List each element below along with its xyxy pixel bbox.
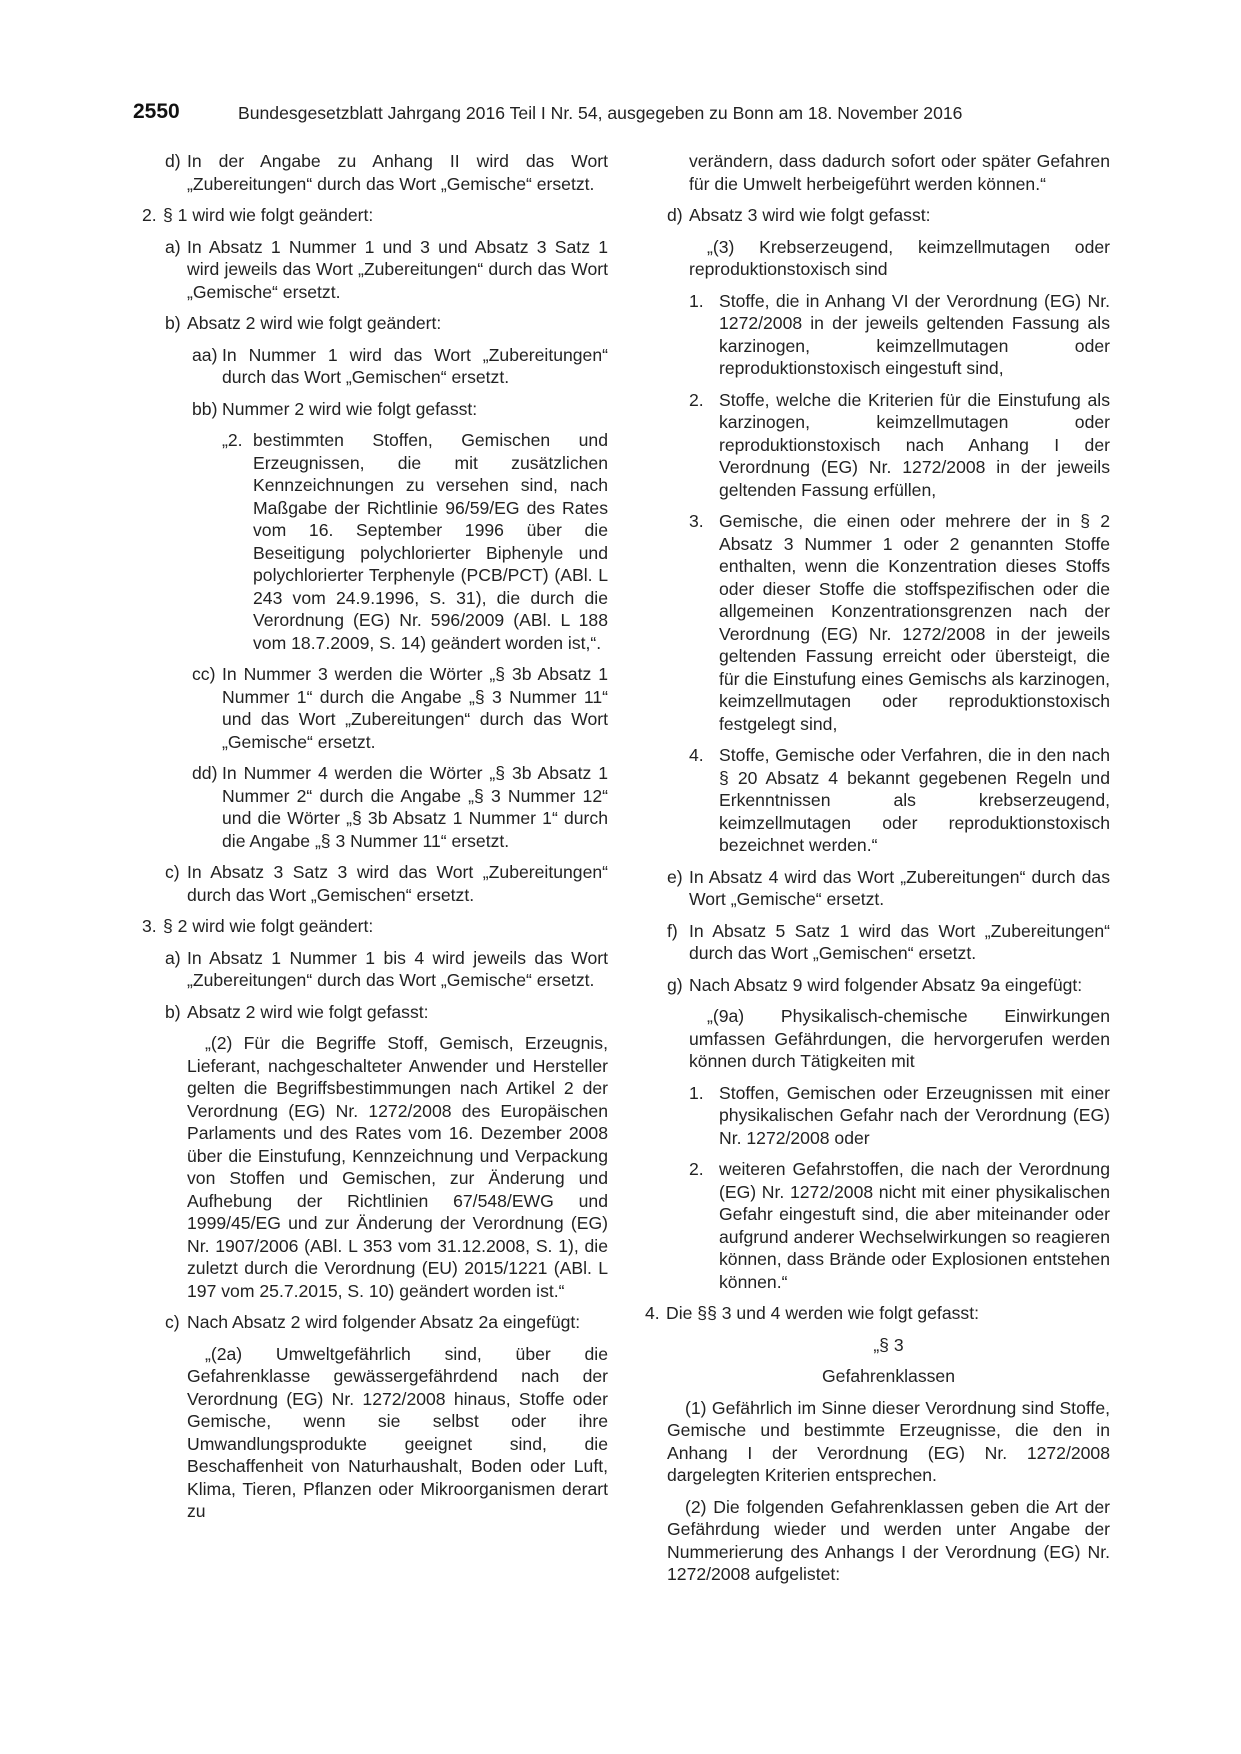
list-label: 2. [142, 205, 157, 225]
list-label: a) [165, 236, 181, 257]
list-label: a) [165, 947, 181, 968]
list-text: In der Angabe zu Anhang II wird das Wort „Zubereitungen“ durch das Wort „Gemische“ ersetzt. [187, 151, 608, 194]
quoted-number-2 [222, 429, 608, 654]
list-item-2b [165, 312, 608, 335]
list-text: Gemische, die einen oder mehrere der in § 2 Absatz 3 Nummer 1 oder 2 genannten Stoffe enthalten, wenn die Konzentration dieses Stoffs oder dieser Stoffe die stoffspezifischen oder die allgemeinen Konzentrationsgrenzen nach der Verordnung (EG) Nr. 1272/2008 in der jeweils geltenden Fassung erreicht oder übersteigt, die für die Einstufung eines Gemischs als karzinogen, keimzellmutagen oder reproduktionstoxisch festgelegt sind, [719, 511, 1110, 734]
list-text: In Absatz 1 Nummer 1 und 3 und Absatz 3 Satz 1 wird jeweils das Wort „Zubereitungen“ durch das Wort „Gemische“ ersetzt. [187, 236, 608, 302]
list-item [689, 389, 1110, 502]
quoted-paragraph-2a: „(2a) Umweltgefährlich sind, über die Gefahrenklasse gewässergefährdend nach der Verordnung (EG) Nr. 1272/2008 hinaus, Stoffe oder Gemische, wenn sie selbst oder ihre Umwandlungsprodukte geeignet sind, die Beschaffenheit von Naturhaushalt, Boden oder Luft, Klima, Tieren, Pflanzen oder Mikroorganismen derart zu [187, 1343, 608, 1521]
list-item [689, 290, 1110, 380]
list-text: In Absatz 3 Satz 3 wird das Wort „Zubereitungen“ durch das Wort „Gemischen“ ersetzt. [187, 862, 608, 905]
list-text: In Absatz 1 Nummer 1 bis 4 wird jeweils das Wort „Zubereitungen“ durch das Wort „Gemische“ ersetzt. [187, 947, 608, 990]
continuation-text: verändern, dass dadurch sofort oder später Gefahren für die Umwelt herbeigeführt werden können.“ [689, 151, 1110, 194]
list-label: b) [165, 1001, 181, 1022]
list-text: § 1 wird wie folgt geändert: [163, 205, 374, 225]
list-text: Absatz 2 wird wie folgt geändert: [187, 313, 442, 333]
list-text: Absatz 3 wird wie folgt gefasst: [689, 205, 931, 225]
section-number: „§ 3 [873, 1334, 904, 1355]
list-item-4 [645, 1302, 1110, 1325]
list-item [689, 1158, 1110, 1293]
list-label: aa) [192, 344, 218, 365]
list-label: d) [165, 151, 181, 171]
list-item-3a [165, 947, 608, 992]
list-text: In Absatz 5 Satz 1 wird das Wort „Zubereitungen“ durch das Wort „Gemischen“ ersetzt. [689, 920, 1110, 963]
list-text: Stoffe, Gemische oder Verfahren, die in den nach § 20 Absatz 4 bekannt gegebenen Regeln und Erkenntnissen als krebserzeugend, keimzellmutagen oder reproduktionstoxisch bezeichnet werden.“ [719, 745, 1110, 855]
list-label: „2. [222, 430, 243, 450]
list-text: Die §§ 3 und 4 werden wie folgt gefasst: [666, 1303, 979, 1323]
list-item [689, 510, 1110, 735]
quoted-paragraph-3: „(3) Krebserzeugend, keimzellmutagen oder reproduktionstoxisch sind [689, 236, 1110, 279]
list-label: d) [667, 205, 683, 225]
list-item-f [667, 920, 1110, 965]
section-title: Gefahrenklassen [821, 1366, 955, 1386]
list-label: g) [667, 974, 683, 995]
list-text: Nummer 2 wird wie folgt gefasst: [222, 398, 478, 419]
list-text: Stoffen, Gemischen oder Erzeugnissen mit einer physikalischen Gefahr nach der Verordnung (EG) Nr. 1272/2008 oder [719, 1082, 1110, 1148]
list-label: bb) [192, 398, 218, 419]
running-title: Bundesgesetzblatt Jahrgang 2016 Teil I Nr. 54, ausgegeben zu Bonn am 18. November 2016 [238, 103, 963, 123]
paragraph-2: (2) Die folgenden Gefahrenklassen geben die Art der Gefährdung wieder und werden unter Angabe der Nummerierung des Anhangs I der Verordnung (EG) Nr. 1272/2008 aufgelistet: [667, 1496, 1110, 1584]
list-label: 2. [689, 1159, 704, 1179]
list-item-2c [165, 861, 608, 906]
list-item-cc [192, 663, 608, 753]
list-text: Stoffe, die in Anhang VI der Verordnung (EG) Nr. 1272/2008 in der jeweils geltenden Fassung als karzinogen, keimzellmutagen oder reproduktionstoxisch eingestuft sind, [719, 290, 1110, 378]
list-text: In Nummer 4 werden die Wörter „§ 3b Absatz 1 Nummer 2“ durch die Angabe „§ 3 Nummer 12“ und die Wörter „§ 3b Absatz 1 Nummer 1“ durch die Angabe „§ 3 Nummer 11“ ersetzt. [222, 763, 608, 851]
list-text: § 2 wird wie folgt geändert: [163, 916, 374, 936]
list-label: e) [667, 866, 683, 887]
list-label: cc) [192, 664, 216, 684]
list-label: 3. [142, 916, 157, 936]
list-label: f) [667, 920, 678, 941]
right-column [645, 150, 1110, 1586]
paragraph-1: (1) Gefährlich im Sinne dieser Verordnung sind Stoffe, Gemische und bestimmte Erzeugnisse, die den in Anhang I der Verordnung (EG) Nr. 1272/2008 dargelegten Kriterien entsprechen. [667, 1397, 1110, 1485]
list-label: 2. [689, 389, 704, 410]
list-label: 1. [689, 290, 704, 311]
list-item-bb [192, 398, 608, 421]
list-text: Nach Absatz 9 wird folgender Absatz 9a eingefügt: [689, 974, 1083, 995]
list-label: dd) [192, 763, 218, 783]
list-label: 4. [645, 1303, 660, 1323]
quoted-paragraph-9a: „(9a) Physikalisch-chemische Einwirkungen umfassen Gefährdungen, die hervorgerufen werden können durch Tätigkeiten mit [689, 1006, 1110, 1071]
list-item-3b [165, 1001, 608, 1024]
quoted-paragraph-2: „(2) Für die Begriffe Stoff, Gemisch, Erzeugnis, Lieferant, nachgeschalteter Anwender und Hersteller gelten die Begriffsbestimmungen nach Artikel 2 der Verordnung (EG) Nr. 1272/2008 des Europäischen Parlaments und des Rates vom 16. Dezember 2008 über die Einstufung, Kennzeichnung und Verpackung von Stoffen und Gemischen, zur Änderung und Aufhebung der Richtlinien 67/548/EWG und 1999/45/EG und zur Änderung der Verordnung (EG) Nr. 1907/2006 (ABl. L 353 vom 31.12.2008, S. 1), die zuletzt durch die Verordnung (EU) 2015/1221 (ABl. L 197 vom 25.7.2015, S. 10) geändert worden ist.“ [187, 1033, 608, 1301]
list-item-e [667, 866, 1110, 911]
list-item-2a [165, 236, 608, 304]
list-text: weiteren Gefahrstoffen, die nach der Verordnung (EG) Nr. 1272/2008 nicht mit einer physikalischen Gefahr eingestuft sind, die aber miteinander oder aufgrund anderer Wechselwirkungen so reagieren können, dass Brände oder Explosionen entstehen können.“ [719, 1159, 1110, 1292]
list-label: b) [165, 313, 181, 333]
list-label: 3. [689, 511, 704, 531]
list-text: Stoffe, welche die Kriterien für die Einstufung als karzinogen, keimzellmutagen oder reproduktionstoxisch nach Anhang I der Verordnung (EG) Nr. 1272/2008 in der jeweils geltenden Fassung erfüllen, [719, 389, 1110, 500]
list-text: In Absatz 4 wird das Wort „Zubereitungen“ durch das Wort „Gemische“ ersetzt. [689, 866, 1110, 909]
list-text: bestimmten Stoffen, Gemischen und Erzeugnissen, die mit zusätzlichen Kennzeichnungen zu versehen sind, nach Maßgabe der Richtlinie 96/59/EG des Rates vom 16. September 1996 über die Beseitigung polychlorierter Biphenyle und polychlorierter Terphenyle (PCB/PCT) (ABl. L 243 vom 24.9.1996, S. 31), die durch die Verordnung (EG) Nr. 596/2009 (ABl. L 188 vom 18.7.2009, S. 14) geändert worden ist,“. [253, 430, 608, 653]
left-column [133, 150, 608, 1523]
list-label: 4. [689, 745, 704, 765]
list-text: Absatz 2 wird wie folgt gefasst: [187, 1001, 429, 1022]
list-item-dd [192, 762, 608, 852]
list-label: c) [165, 862, 180, 882]
list-text: In Nummer 1 wird das Wort „Zubereitungen“ durch das Wort „Gemischen“ ersetzt. [222, 344, 608, 387]
list-label: c) [165, 1312, 180, 1332]
list-item-d [165, 150, 608, 195]
list-item-3c [165, 1311, 608, 1334]
list-item-d [667, 204, 1110, 227]
list-item [689, 744, 1110, 857]
list-item-g [667, 974, 1110, 997]
list-text: Nach Absatz 2 wird folgender Absatz 2a eingefügt: [187, 1312, 581, 1332]
list-item-2 [142, 204, 608, 227]
list-item-3 [142, 915, 608, 938]
list-item-aa [192, 344, 608, 389]
list-item [689, 1082, 1110, 1150]
list-label: 1. [689, 1082, 704, 1103]
list-text: In Nummer 3 werden die Wörter „§ 3b Absatz 1 Nummer 1“ durch die Angabe „§ 3 Nummer 11“ und das Wort „Zubereitungen“ durch das Wort „Gemische“ ersetzt. [222, 664, 608, 752]
page-number: 2550 [133, 100, 180, 123]
